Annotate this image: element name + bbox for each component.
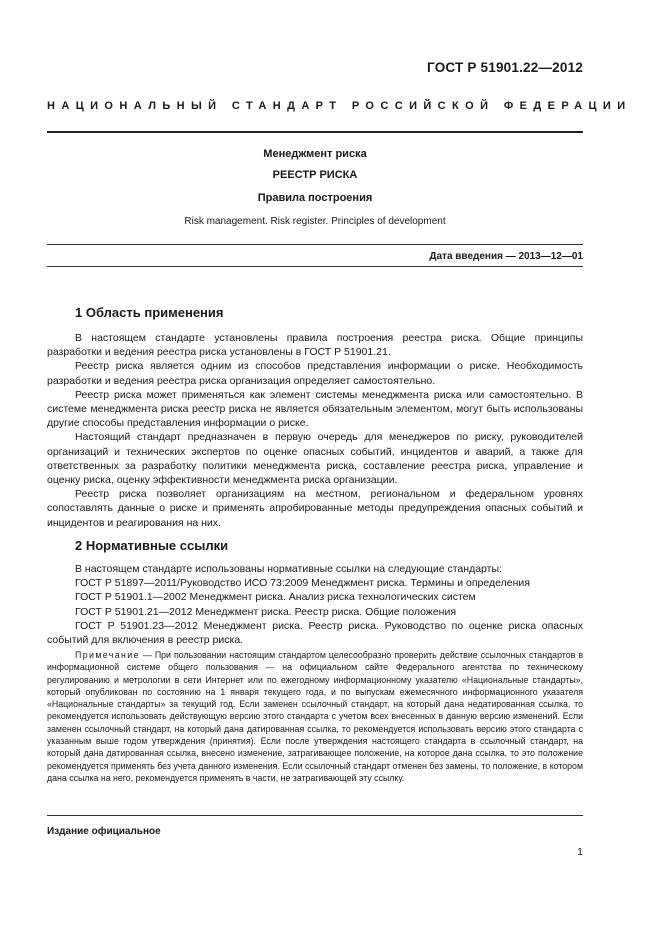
section-2-body [47, 562, 583, 647]
note-text: — При пользовании настоящим стандартом целесообразно проверить действие ссылочных стандартов в информационной системе общего пользования — на официальном сайте Федерального агентства по техническому регулированию и метрологии в сети Интернет или по ежегодному информационному указателю «Национальные стандарты», который опубликован по состоянию на 1 января текущего года, и по выпускам ежемесячного информационного указателя «Национальные стандарты» за текущий год. Если заменен ссылочный стандарт, на который дана недатированная ссылка, то рекомендуется использовать действующую версию этого стандарта с учетом всех внесенных в данную версию изменений. Если заменен ссылочный стандарт, на который дана датированная ссылка, то рекомендуется использовать версию этого стандарта с указанным выше годом утверждения (принятия). Если после утверждения настоящего стандарта в ссылочный стандарт, на который дана датированная ссылка, внесено изменение, затрагивающее положение, на которое дана ссылка, то это положение рекомендуется применять без учета данного изменения. Если ссылочный стандарт отменен без замены, то положение, в котором дана ссылка на него, рекомендуется применять в части, не затрагивающей эту ссылку. [47, 650, 583, 783]
title-english: Risk management. Risk register. Principles of development [184, 216, 446, 227]
introduction-date: Дата введения — 2013—12—01 [429, 251, 583, 262]
date-top-divider [47, 244, 583, 245]
header-divider [47, 131, 583, 133]
paragraph: Настоящий стандарт предназначен в первую очередь для менеджеров по риску, руководителей организаций и технических экспертов по оценке опасных событий, инцидентов и аварий, а также для ответственных за разработку политики менеджмента риска, составление реестра риска, управление и оценку риска, оценку эффективности менеджмента риска организации. [47, 431, 583, 487]
note-label: Примечание [75, 650, 140, 660]
date-bottom-divider [47, 266, 583, 267]
footer-divider [47, 815, 583, 816]
title-line-2: РЕЕСТР РИСКА [272, 169, 358, 181]
standard-type-heading: НАЦИОНАЛЬНЫЙ СТАНДАРТ РОССИЙСКОЙ ФЕДЕРАЦИИ [47, 100, 632, 112]
title-line-3: Правила построения [257, 192, 373, 204]
paragraph: Реестр риска позволяет организациям на местном, региональном и федеральном уровнях сопоставлять данные о риске и применять апробированные методы предупреждения опасных событий и инцидентов и реагирования на них. [47, 488, 583, 529]
paragraph: В настоящем стандарте использованы нормативные ссылки на следующие стандарты: [75, 563, 502, 575]
title-line-1: Менеджмент риска [263, 148, 367, 160]
reference-item: ГОСТ Р 51901.23—2012 Менеджмент риска. Реестр риска. Руководство по оценке риска опасных событий для включения в реестр риска. [47, 619, 583, 647]
paragraph: Реестр риска является одним из способов представления информации о риске. Необходимость разработки и ведения реестра риска организация определяет самостоятельно. [47, 360, 583, 387]
section-1-title: 1 Область применения [75, 305, 224, 320]
document-code: ГОСТ Р 51901.22—2012 [427, 60, 583, 75]
page-number: 1 [577, 846, 583, 858]
reference-item: ГОСТ Р 51901.21—2012 Менеджмент риска. Реестр риска. Общие положения [75, 605, 457, 618]
reference-item: ГОСТ Р 51897—2011/Руководство ИСО 73:2009 Менеджмент риска. Термины и определения [75, 577, 530, 590]
paragraph: Реестр риска может применяться как элемент системы менеджмента риска или самостоятельно. В системе менеджмента риска реестр риска не является обязательным элементом, могут быть использованы другие способы представления информации о риске. [47, 388, 583, 430]
paragraph: В настоящем стандарте установлены правила построения реестра риска. Общие принципы разработки и ведения реестра риска установлены в ГОСТ Р 51901.21. [47, 332, 583, 359]
section-1-body [47, 331, 583, 530]
note-block [47, 649, 583, 784]
section-2-title: 2 Нормативные ссылки [75, 538, 229, 553]
edition-label: Издание официальное [47, 826, 161, 837]
reference-item: ГОСТ Р 51901.1—2002 Менеджмент риска. Анализ риска технологических систем [75, 591, 476, 604]
